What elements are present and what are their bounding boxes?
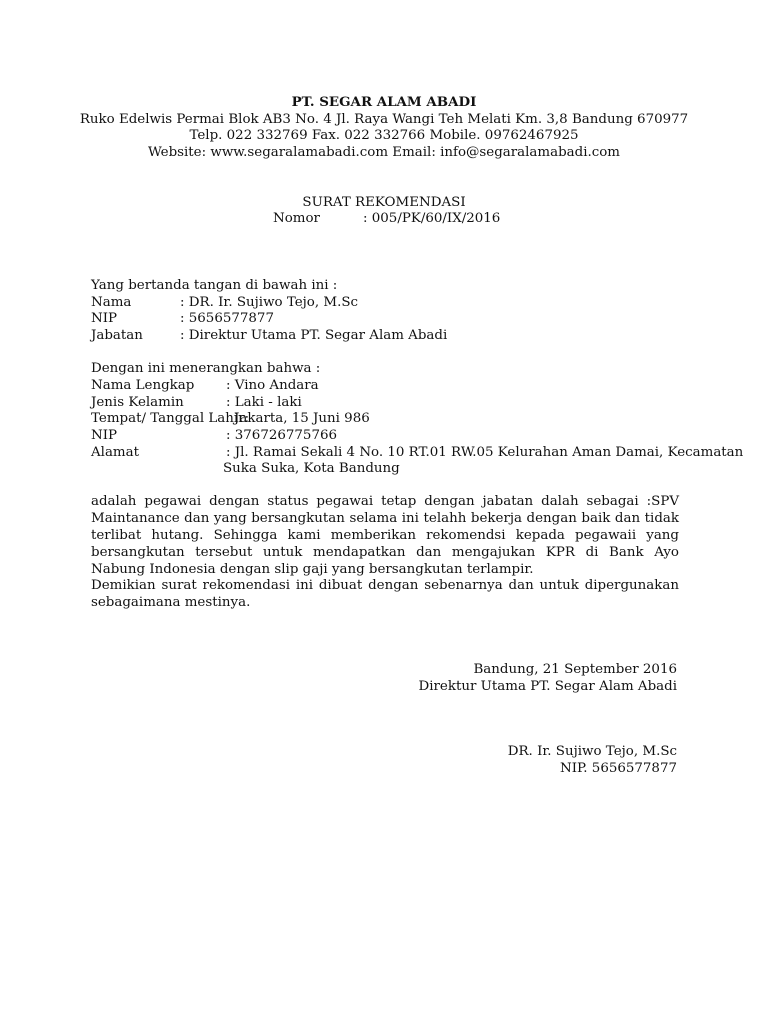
employee-address-value: : Jl. Ramai Sekali 4 No. 10 RT.01 RW.05 Kelurahan Aman Damai, Kecamatan: [226, 445, 744, 460]
closing-place-date: Bandung, 21 September 2016: [473, 662, 677, 677]
employee-intro: Dengan ini menerangkan bahwa :: [91, 361, 321, 376]
signer-position-label: Jabatan: [91, 328, 143, 343]
employee-address-value-line2: Suka Suka, Kota Bandung: [223, 461, 400, 476]
body-paragraph-2: Demikian surat rekomendasi ini dibuat dengan sebenarnya dan untuk dipergunakan sebagaimana mestinya.: [91, 578, 679, 610]
closing-position: Direktur Utama PT. Segar Alam Abadi: [418, 679, 677, 694]
signatory-name: DR. Ir. Sujiwo Tejo, M.Sc: [507, 744, 677, 759]
employee-gender-value: : Laki - laki: [226, 395, 302, 410]
letter-title: SURAT REKOMENDASI: [302, 195, 466, 210]
signer-nip-label: NIP: [91, 311, 118, 326]
employee-gender-label: Jenis Kelamin: [91, 395, 184, 410]
employee-name-value: : Vino Andara: [226, 378, 319, 393]
employee-nip-label: NIP: [91, 428, 118, 443]
signatory-nip: NIP. 5656577877: [559, 761, 677, 776]
employee-address-label: Alamat: [91, 445, 139, 460]
company-address: Ruko Edelwis Permai Blok AB3 No. 4 Jl. Raya Wangi Teh Melati Km. 3,8 Bandung 670977: [79, 112, 689, 127]
company-name: PT. SEGAR ALAM ABADI: [291, 94, 477, 110]
employee-nip-value: : 376726775766: [226, 428, 338, 443]
letter-number-value: : 005/PK/60/IX/2016: [363, 211, 501, 226]
signer-name-label: Nama: [91, 295, 132, 310]
signer-position-value: : Direktur Utama PT. Segar Alam Abadi: [180, 328, 448, 343]
signer-nip-value: : 5656577877: [180, 311, 274, 326]
signer-name-value: : DR. Ir. Sujiwo Tejo, M.Sc: [180, 295, 359, 310]
employee-birth-value: Jakarta, 15 Juni 986: [234, 411, 370, 426]
letter-number-label: Nomor: [273, 211, 320, 226]
signer-intro: Yang bertanda tangan di bawah ini :: [91, 278, 338, 293]
company-phone: Telp. 022 332769 Fax. 022 332766 Mobile. 09762467925: [189, 128, 579, 143]
employee-name-label: Nama Lengkap: [91, 378, 195, 393]
company-web: Website: www.segaralamabadi.com Email: info@segaralamabadi.com: [147, 145, 621, 160]
body-paragraph-1: adalah pegawai dengan status pegawai tetap dengan jabatan dalah sebagai :SPV Maintanance dan yang bersangkutan selama ini telahh bekerja dengan baik dan tidak terlibat hutang. Sehingga kami memberikan rekomendsi kepada pegawaii yang bersangkutan tersebut untuk mendapatkan dan mengajukan KPR di Bank Ayo Nabung Indonesia dengan slip gaji yang bersangkutan terlampir.: [91, 494, 679, 577]
employee-birth-label: Tempat/ Tanggal Lahir:: [91, 411, 250, 426]
